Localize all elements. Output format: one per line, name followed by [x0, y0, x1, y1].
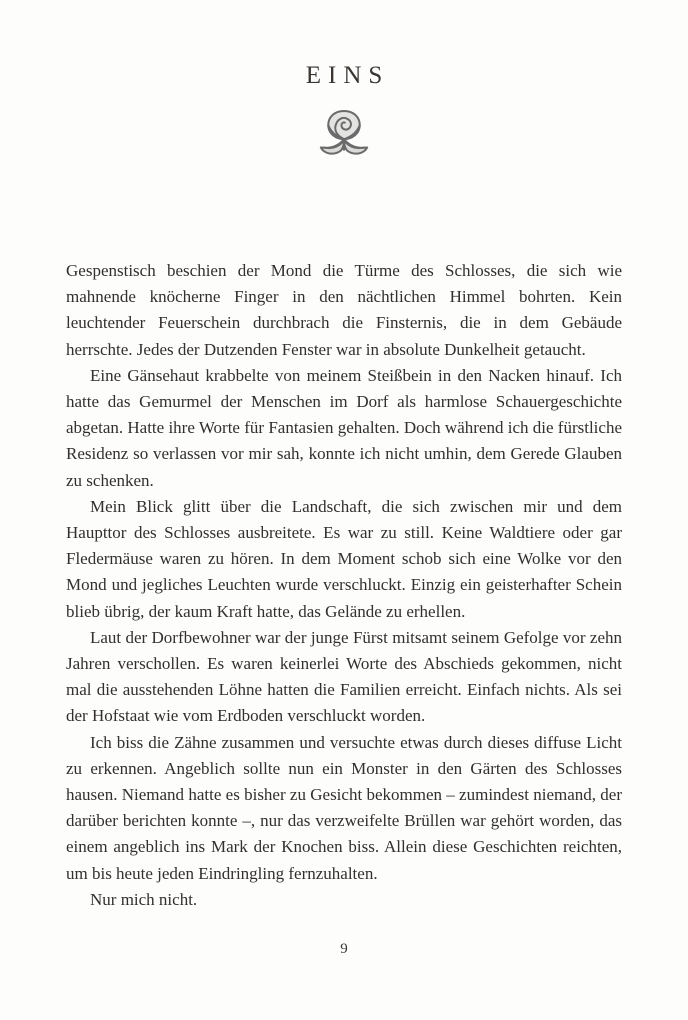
paragraph: Nur mich nicht.: [90, 889, 198, 909]
chapter-title: EINS: [305, 62, 390, 89]
paragraph: Ich biss die Zähne zusammen und versuchte etwas durch dieses diffuse Licht zu erkennen. Angeblich sollte nun ein Monster in den Gärten des Schlosses hausen. Niemand hatte es bisher zu Gesicht bekommen – zumindest niemand, der darüber berichten konnte –, nur das verzweifelte Brüllen war gehört worden, das einem angeblich ins Mark der Knochen biss. Allein diese Geschichten reichten, um bis heute jeden Eindringling fernzuhalten.: [66, 732, 622, 883]
rose-icon: [0, 106, 688, 169]
body-text: [66, 258, 622, 913]
paragraph: Gespenstisch beschien der Mond die Türme des Schlosses, die sich wie mahnende knöcherne Finger in den nächtlichen Himmel bohrten. Kein leuchtender Feuerschein durchbrach die Finsternis, die in dem Gebäude herrschte. Jedes der Dutzenden Fenster war in absolute Dunkelheit getaucht.: [66, 261, 622, 359]
paragraph: Eine Gänsehaut krabbelte von meinem Steißbein in den Nacken hinauf. Ich hatte das Gemurmel der Menschen im Dorf als harmlose Schauergeschichte abgetan. Hatte ihre Worte für Fantasien gehalten. Doch während ich die fürstliche Residenz so verlassen vor mir sah, konnte ich nicht umhin, dem Gerede Glauben zu schenken.: [66, 365, 622, 490]
page-number: 9: [340, 941, 348, 957]
paragraph: Mein Blick glitt über die Landschaft, die sich zwischen mir und dem Haupttor des Schlosses ausbreitete. Es war zu still. Keine Waldtiere oder gar Fledermäuse waren zu hören. In dem Moment schob sich eine Wolke vor den Mond und jegliches Leuchten wurde verschluckt. Einzig ein geisterhafter Schein blieb übrig, der kaum Kraft hatte, das Gelände zu erhellen.: [66, 496, 622, 621]
paragraph: Laut der Dorfbewohner war der junge Fürst mitsamt seinem Gefolge vor zehn Jahren verschollen. Es waren keinerlei Worte des Abschieds gekommen, nicht mal die ausstehenden Löhne hatten die Familien erreicht. Einfach nichts. Als sei der Hofstaat wie vom Erdboden verschluckt worden.: [66, 627, 622, 726]
